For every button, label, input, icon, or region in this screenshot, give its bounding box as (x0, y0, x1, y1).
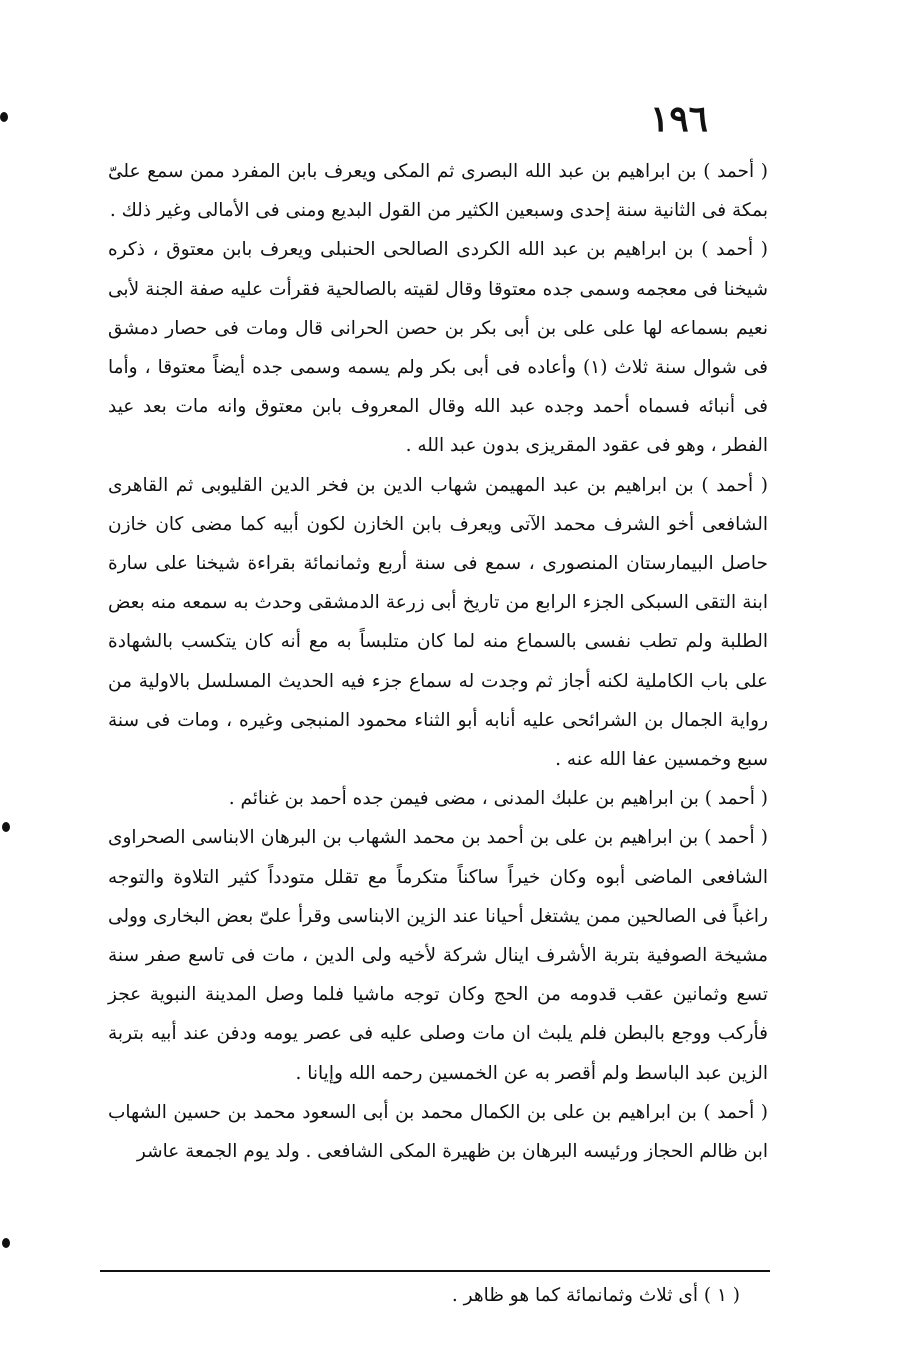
entry-paragraph: ( أحمد ) بن ابراهيم بن على بن أحمد بن محمد الشهاب بن البرهان الابناسى الصحراوى الشافعى الماضى أبوه وكان خيراً ساكناً متكرماً مع تقلل متودداً كثير التلاوة والتوجه راغباً فى الصالحين ممن يشتغل أحيانا عند الزين الابناسى وقرأ علىّ بعض البخارى وولى مشيخة الصوفية بتربة الأشرف اينال شركة لأخيه ولى الدين ، مات فى تاسع صفر سنة تسع وثمانين عقب قدومه من الحج وكان توجه ماشيا فلما وصل المدينة النبوية عجز فأركب ووجع بالبطن فلم يلبث ان مات وصلى عليه فى عصر يومه ودفن عند أبيه بتربة الزين عبد الباسط ولم أقصر به عن الخمسين رحمه الله وإيانا . (108, 827, 768, 1084)
page-number: ١٩٦ (650, 98, 709, 140)
entry-paragraph: ( أحمد ) بن ابراهيم بن على بن الكمال محمد بن أبى السعود محمد بن حسين الشهاب ابن ظالم الحجاز ورئيسه البرهان بن ظهيرة المكى الشافعى . ولد يوم الجمعة عاشر (108, 1101, 768, 1163)
scan-mark (0, 112, 8, 122)
footnote: ( ١ ) أى ثلاث وثمانمائة كما هو ظاهر . (451, 1285, 740, 1306)
entry-paragraph: ( أحمد ) بن ابراهيم بن عبد الله الكردى الصالحى الحنبلى ويعرف بابن معتوق ، ذكره شيخنا فى معجمه وسمى جده معتوقا وقال لقيته بالصالحية فقرأت عليه صفة الجنة لأبى نعيم بسماعه لها على على بن أبى بكر بن حصن الحرانى قال ومات فى حصار دمشق فى شوال سنة ثلاث (١) وأعاده فى أبى بكر ولم يسمه وسمى جده أيضاً معتوقا ، وأما فى أنبائه فسماه أحمد وجده عبد الله وقال المعروف بابن معتوق وانه مات بعد عيد الفطر ، وهو فى عقود المقريزى بدون عبد الله . (108, 239, 768, 457)
entry-paragraph: ( أحمد ) بن ابراهيم بن عبد الله البصرى ثم المكى ويعرف بابن المفرد ممن سمع علىّ بمكة فى الثانية سنة إحدى وسبعين الكثير من القول البديع ومنى فى الأمالى وغير ذلك . (108, 161, 768, 222)
scan-mark (2, 822, 10, 832)
scan-mark (2, 1238, 10, 1248)
main-text (108, 152, 768, 1171)
entry-paragraph: ( أحمد ) بن ابراهيم بن عبد المهيمن شهاب الدين بن فخر الدين القليوبى ثم القاهرى الشافعى أخو الشرف محمد الآتى ويعرف بابن الخازن لكون أبيه كما مضى كان خازن حاصل البيمارستان المنصورى ، سمع فى سنة أربع وثمانمائة بقراءة شيخنا على سارة ابنة التقى السبكى الجزء الرابع من تاريخ أبى زرعة الدمشقى وحدث به سمعه منه بعض الطلبة ولم تطب نفسى بالسماع منه لما كان متلبساً به مع أنه كان يتكسب بالشهادة على باب الكاملية لكنه أجاز ثم وجدت له سماع جزء فيه الحديث المسلسل بالاولية من رواية الجمال بن الشرائحى عليه أنابه أبو الثناء محمود المنبجى وغيره ، ومات فى سنة سبع وخمسين عفا الله عنه . (108, 474, 768, 771)
footnote-divider (100, 1270, 770, 1272)
entry-paragraph: ( أحمد ) بن ابراهيم بن علبك المدنى ، مضى فيمن جده أحمد بن غنائم . (228, 788, 768, 810)
